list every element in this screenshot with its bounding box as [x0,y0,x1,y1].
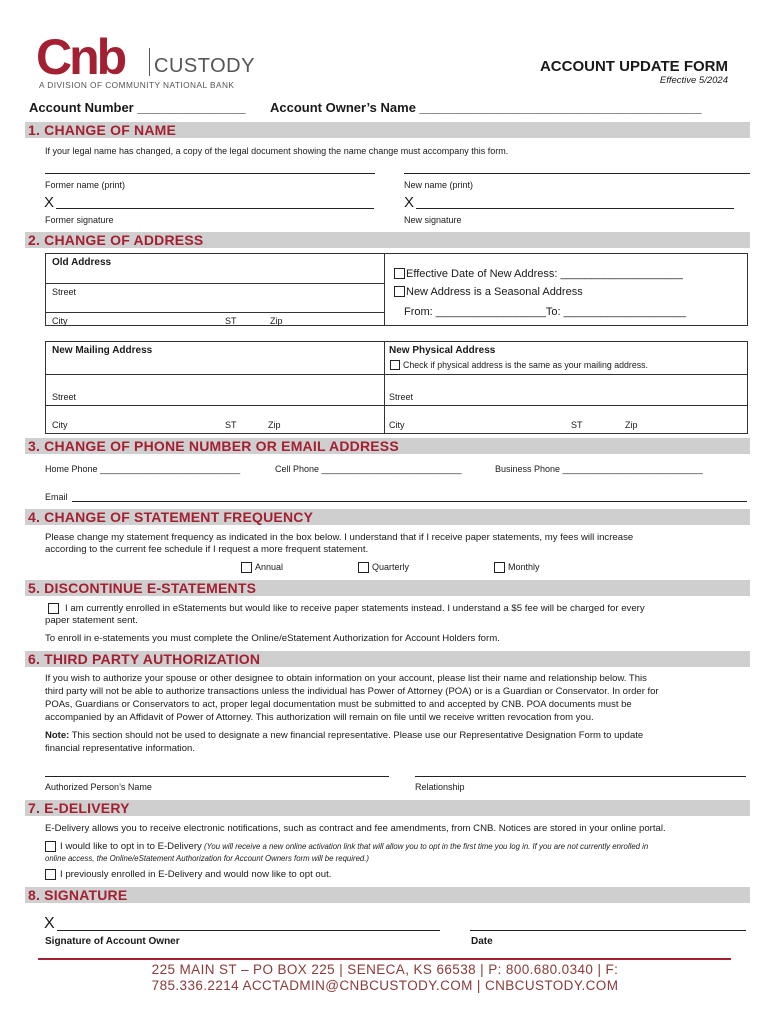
date-label: Date [471,936,493,947]
mailing-city-label: City [52,420,68,430]
old-address-label: Old Address [52,257,112,268]
mailing-street-label: Street [52,392,77,402]
authorized-person-line[interactable] [45,776,389,777]
old-street-label: Street [52,287,77,297]
new-name-label: New name (print) [404,180,474,190]
third-party-p3: POAs, Guardians or Conservators to act, proper legal documentation must be submitted to and accepted by CNB. POA documents must be [45,699,632,710]
annual-checkbox[interactable] [241,562,252,573]
old-city-line[interactable] [45,312,384,313]
cell-phone-field[interactable]: Cell Phone ____________________________ [275,464,462,474]
logo-custody: CUSTODY [154,55,255,77]
effective-date-label: Effective Date of New Address: ____________________ [406,268,683,280]
note-text: This section should not be used to designate a new financial representative. Please use our Representative Designation Form to update [69,730,644,741]
new-city-line[interactable] [45,405,748,406]
old-city-label: City [52,316,68,326]
section-4-header: 4. CHANGE OF STATEMENT FREQUENCY [25,509,750,525]
monthly-label: Monthly [508,562,540,572]
paper-statements-checkbox[interactable] [48,603,59,614]
edelivery-opt-in [60,841,648,852]
opt-in-label: I would like to opt in to E-Delivery [60,841,202,852]
signature-label: Signature of Account Owner [45,936,180,947]
section-2-header: 2. CHANGE OF ADDRESS [25,232,750,248]
mailing-st-label: ST [225,420,237,430]
old-address-divider [384,253,385,326]
frequency-text-2: according to the current fee schedule if I request a more frequent statement. [45,544,369,555]
edelivery-text: E-Delivery allows you to receive electronic notifications, such as contract and fee amendments, from CNB. Notices are stored in your online portal. [45,823,666,834]
seasonal-address-checkbox[interactable] [394,286,405,297]
footer-contact: 785.336.2214 ACCTADMIN@CNBCUSTODY.COM | CNBCUSTODY.COM [151,978,619,993]
paper-statements-text-2: paper statement sent. [45,615,138,626]
section-3-header: 3. CHANGE OF PHONE NUMBER OR EMAIL ADDRESS [25,438,750,454]
same-as-mailing-checkbox[interactable] [390,360,400,370]
new-street-line[interactable] [45,374,748,375]
former-signature-line[interactable] [56,208,374,209]
section-1-header: 1. CHANGE OF NAME [25,122,750,138]
opt-in-note: (You will receive a new online activation link that will allow you to opt in the first time you log in. If you are not currently enrolled in [201,842,649,851]
section-5-header: 5. DISCONTINUE E-STATEMENTS [25,580,750,596]
third-party-note-2: financial representative information. [45,743,195,754]
footer-address: 225 MAIN ST – PO BOX 225 | SENECA, KS 66538 | P: 800.680.0340 | F: [151,962,619,977]
former-name-label: Former name (print) [45,180,126,190]
same-as-mailing-label: Check if physical address is the same as your mailing address. [403,360,648,370]
paper-statements-text-1: I am currently enrolled in eStatements but would like to receive paper statements instead. I understand a $5 fee will be charged for every [65,603,645,614]
new-signature-line[interactable] [416,208,734,209]
physical-zip-label: Zip [625,420,638,430]
home-phone-field[interactable]: Home Phone ____________________________ [45,464,241,474]
effective-date: Effective 5/2024 [659,75,728,86]
note-label: Note: [45,730,70,741]
authorized-person-label: Authorized Person’s Name [45,782,152,792]
owner-signature-line[interactable] [57,930,440,931]
date-line[interactable] [470,930,746,931]
logo-divider [149,48,150,76]
physical-city-label: City [389,420,405,430]
edelivery-opt-out-checkbox[interactable] [45,869,56,880]
seasonal-from-to[interactable]: From: __________________To: ____________________ [404,306,686,318]
quarterly-checkbox[interactable] [358,562,369,573]
physical-st-label: ST [571,420,583,430]
account-number-field[interactable]: Account Number _______________ [29,100,246,115]
cnb-logo [36,29,266,92]
old-st-label: ST [225,316,237,326]
email-label: Email [45,492,68,502]
former-signature-label: Former signature [45,215,114,225]
logo-wordmark: Cnb [36,29,125,85]
relationship-line[interactable] [415,776,746,777]
third-party-p4: accompanied by an Affidavit of Power of Attorney. This authorization will remain on file until we receive written revocation from you. [45,712,594,723]
monthly-checkbox[interactable] [494,562,505,573]
estatement-enroll-note: To enroll in e-statements you must complete the Online/eStatement Authorization for Account Holders form. [45,633,500,644]
relationship-label: Relationship [415,782,465,792]
physical-street-label: Street [389,392,414,402]
email-line[interactable] [72,501,747,502]
new-signature-label: New signature [404,215,462,225]
name-change-note: If your legal name has changed, a copy of the legal document showing the name change must accompany this form. [45,146,509,156]
new-address-divider [384,341,385,434]
business-phone-field[interactable]: Business Phone ____________________________ [495,464,703,474]
former-signature-x: X [44,194,55,211]
new-mailing-address-label: New Mailing Address [52,345,153,356]
opt-in-note-2: online access, the Online/eStatement Authorization for Account Owners form will be required.) [45,854,370,863]
footer-rule [38,958,731,960]
new-signature-x: X [404,194,415,211]
third-party-p2: third party will not be able to authorize transactions unless the individual has Power of Attorney (POA) or is a Guardian or Conservator. In order for [45,686,659,697]
account-owner-field[interactable]: Account Owner’s Name _______________________________________ [270,100,702,115]
edelivery-opt-in-checkbox[interactable] [45,841,56,852]
seasonal-address-label: New Address is a Seasonal Address [406,286,583,298]
quarterly-label: Quarterly [372,562,410,572]
edelivery-opt-out-label: I previously enrolled in E-Delivery and would now like to opt out. [60,869,332,880]
mailing-zip-label: Zip [268,420,281,430]
effective-date-checkbox[interactable] [394,268,405,279]
logo-tagline: A DIVISION OF COMMUNITY NATIONAL BANK [39,80,235,90]
section-6-header: 6. THIRD PARTY AUTHORIZATION [25,651,750,667]
old-zip-label: Zip [270,316,283,326]
third-party-note [45,730,643,741]
old-street-line[interactable] [45,283,384,284]
frequency-text-1: Please change my statement frequency as indicated in the box below. I understand that if I receive paper statements, my fees will increase [45,532,634,543]
annual-label: Annual [255,562,284,572]
section-8-header: 8. SIGNATURE [25,887,750,903]
new-name-line[interactable] [404,173,750,174]
form-title: ACCOUNT UPDATE FORM [539,58,728,75]
new-physical-address-label: New Physical Address [389,345,496,356]
third-party-p1: If you wish to authorize your spouse or other designee to obtain information on your account, please list their name and relationship below. This [45,673,647,684]
section-7-header: 7. E-DELIVERY [25,800,750,816]
signature-x: X [44,915,55,932]
former-name-line[interactable] [45,173,375,174]
